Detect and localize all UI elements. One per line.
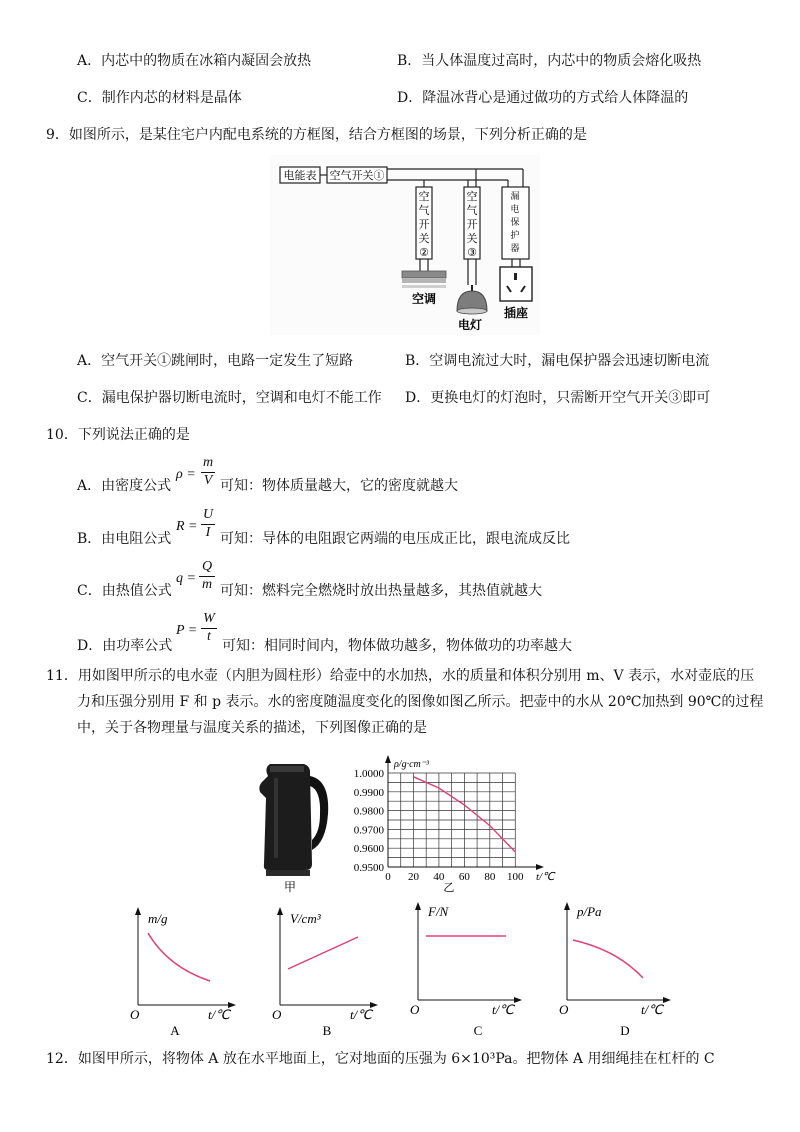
graph-b-origin: O	[272, 1007, 282, 1022]
density-y-tick-label: 0.9600	[353, 843, 384, 856]
q9-option-a: A．空气开关①跳闸时，电路一定发生了短路	[77, 353, 354, 369]
switch-2-char-0: 空	[418, 191, 430, 203]
graph-a-ylabel: m/g	[148, 911, 168, 926]
option-graph-a	[128, 905, 238, 1035]
q9-option-c: C．漏电保护器切断电流时，空调和电灯不能工作	[77, 390, 382, 406]
density-y-tick-label: 1.0000	[353, 768, 384, 780]
lamp-label: 电灯	[457, 318, 483, 332]
option-graph-b	[270, 905, 382, 1035]
density-x-axis-label: t/℃	[536, 871, 555, 883]
density-y-tick-label: 0.9800	[353, 805, 384, 818]
density-y-arrow	[385, 755, 391, 763]
switch-3-char-0: 空	[466, 191, 478, 203]
density-x-arrow	[536, 864, 544, 870]
q10d-formula-lhs: P =	[176, 623, 198, 638]
density-y-tick-label: 0.9900	[353, 786, 384, 799]
graph-d-label: D	[620, 1023, 630, 1035]
q10a-prefix: A．由密度公式	[77, 478, 172, 494]
graph-a-xlabel: t/℃	[208, 1007, 230, 1022]
q10-stem: 10．下列说法正确的是	[46, 427, 190, 443]
graph-c-xlabel: t/℃	[492, 1002, 514, 1017]
density-y-axis-label: ρ/g·cm⁻³	[394, 759, 430, 770]
q11-stem-line-1: 11．用如图甲所示的电水壶（内胆为圆柱形）给壶中的水加热，水的质量和体积分别用 m、V 表示，水对壶底的压	[46, 668, 755, 684]
main-switch-label: 空气开关①	[329, 170, 385, 182]
switch-2-char-1: 气	[418, 205, 430, 217]
graph-c-ylabel: F/N	[428, 904, 449, 919]
q9-option-b: B．空调电流过大时，漏电保护器会迅速切断电流	[405, 353, 710, 369]
q10d-numerator: W	[203, 611, 215, 626]
q8-option-d: D．降温冰背心是通过做功的方式给人体降温的	[397, 90, 689, 106]
density-x-tick-label: 60	[458, 871, 470, 883]
q10a-denominator: V	[203, 473, 213, 488]
switch-3-char-4: ③	[467, 247, 477, 259]
q10b-formula-lhs: R =	[176, 519, 198, 534]
density-x-tick-label: 0	[385, 871, 391, 883]
q10d-denominator: t	[207, 629, 211, 644]
graph-b-xlabel: t/℃	[350, 1007, 372, 1022]
ac-label: 空调	[411, 292, 437, 306]
q10b-prefix: B．由电阻公式	[77, 531, 172, 547]
q10b-denominator: I	[205, 525, 211, 540]
density-x-tick-label: 80	[484, 871, 496, 883]
q8-option-a: A．内芯中的物质在冰箱内凝固会放热	[77, 53, 312, 69]
density-x-tick-label: 40	[433, 871, 445, 883]
leakage-char-3: 护	[510, 230, 520, 240]
density-y-tick-label: 0.9500	[353, 862, 384, 874]
q9-distribution-diagram	[270, 155, 540, 335]
switch-2-char-3: 关	[418, 233, 430, 245]
meter-label: 电能表	[283, 170, 317, 182]
graph-b-curve	[288, 937, 358, 969]
graph-d-curve	[573, 940, 643, 978]
graph-a-origin: O	[130, 1007, 140, 1022]
q8-option-c: C．制作内芯的材料是晶体	[77, 90, 242, 106]
q10c-prefix: C．由热值公式	[77, 583, 172, 599]
q11-stem-line-2: 力和压强分别用 F 和 p 表示。水的密度随温度变化的图像如图乙所示。把壶中的水从 20℃加热到 90℃的过程	[77, 694, 764, 710]
q10a-formula-lhs: ρ =	[176, 467, 196, 482]
q8-option-b: B．当人体温度过高时，内芯中的物质会熔化吸热	[397, 53, 702, 69]
q10c-text: 可知：燃料完全燃烧时放出热量越多，其热值就越大	[220, 583, 542, 599]
switch-3-char-1: 气	[466, 205, 478, 217]
switch-3-char-2: 开	[466, 219, 478, 231]
leakage-char-4: 器	[510, 243, 520, 253]
q10c-fraction	[199, 559, 215, 595]
option-graph-c	[408, 900, 526, 1035]
graph-a-curve	[148, 933, 210, 981]
socket-icon	[500, 267, 532, 301]
q11-stem-line-3: 中，关于各物理量与温度关系的描述，下列图像正确的是	[77, 720, 427, 736]
density-chart	[340, 755, 575, 895]
q10d-text: 可知：相同时间内，物体做功越多，物体做功的功率越大	[222, 638, 572, 654]
q10b-text: 可知：导体的电阻跟它两端的电压成正比，跟电流成反比	[220, 531, 570, 547]
q10a-text: 可知：物体质量越大，它的密度就越大	[220, 478, 458, 494]
graph-d-ylabel: p/Pa	[577, 904, 602, 919]
q10a-fraction	[201, 455, 215, 491]
graph-b-label: B	[322, 1023, 332, 1035]
density-x-tick-label: 100	[507, 871, 524, 883]
q10c-denominator: m	[201, 577, 213, 592]
q10c-numerator: Q	[201, 559, 213, 574]
leakage-char-2: 保	[510, 217, 520, 227]
q10b-numerator: U	[202, 507, 214, 522]
switch-3-char-3: 关	[466, 233, 478, 245]
q12-stem-line-1: 12．如图甲所示，将物体 A 放在水平地面上，它对地面的压强为 6×10³Pa。把物体 A 用细绳挂在杠杆的 C	[46, 1051, 715, 1067]
ac-unit-icon	[402, 271, 446, 278]
q10b-fraction	[201, 507, 215, 543]
graph-b-ylabel: V/cm³	[290, 911, 321, 926]
density-chart-caption: 乙	[443, 882, 455, 894]
q10d-prefix: D．由功率公式	[77, 638, 173, 654]
q10c-formula-lhs: q =	[176, 571, 196, 586]
density-y-tick-label: 0.9700	[353, 824, 384, 837]
leakage-char-1: 电	[510, 204, 520, 214]
graph-d-origin: O	[559, 1002, 569, 1017]
q10a-numerator: m	[202, 455, 214, 470]
socket-label: 插座	[503, 306, 529, 320]
graph-a-label: A	[170, 1023, 180, 1035]
graph-d-xlabel: t/℃	[641, 1002, 663, 1017]
switch-2-char-2: 开	[418, 219, 430, 231]
kettle-caption: 甲	[283, 880, 297, 893]
q9-stem: 9．如图所示，是某住宅户内配电系统的方框图，结合方框图的场景，下列分析正确的是	[46, 127, 587, 143]
q10d-fraction	[201, 611, 217, 647]
kettle-image	[256, 758, 336, 893]
density-x-tick-label: 20	[407, 871, 419, 883]
graph-c-label: C	[473, 1023, 483, 1035]
q9-option-d: D．更换电灯的灯泡时，只需断开空气开关③即可	[405, 390, 711, 406]
switch-2-char-4: ②	[419, 247, 429, 259]
option-graph-d	[557, 900, 675, 1035]
graph-c-origin: O	[410, 1002, 420, 1017]
leakage-char-0: 漏	[510, 191, 520, 201]
